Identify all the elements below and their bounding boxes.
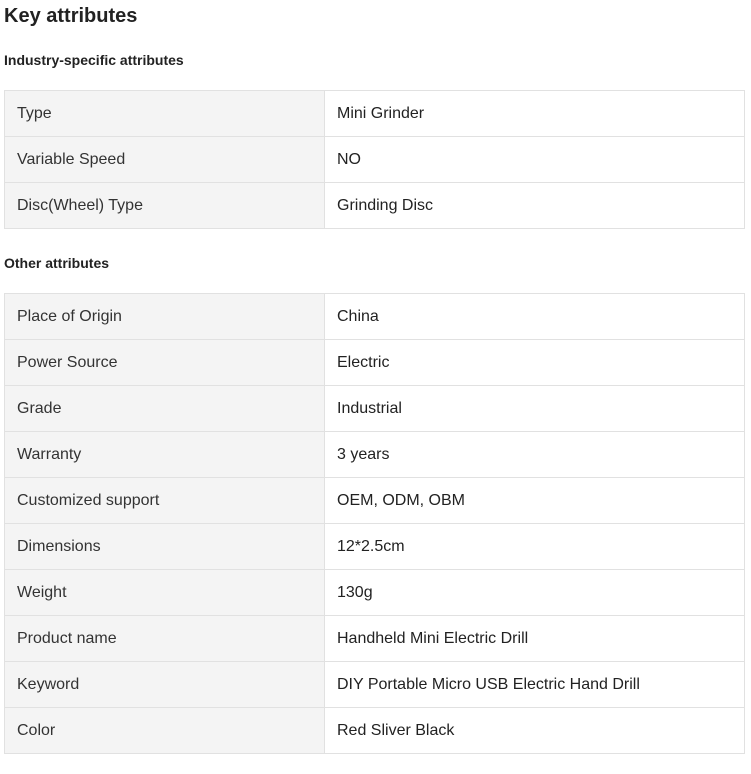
table-row bbox=[5, 524, 745, 570]
attribute-key: Warranty bbox=[5, 432, 325, 478]
table-row bbox=[5, 478, 745, 524]
attribute-value: 130g bbox=[325, 570, 745, 616]
attribute-value: 12*2.5cm bbox=[325, 524, 745, 570]
attribute-key: Keyword bbox=[5, 662, 325, 708]
table-row bbox=[5, 340, 745, 386]
attribute-value: Grinding Disc bbox=[325, 183, 745, 229]
attribute-key: Variable Speed bbox=[5, 137, 325, 183]
attribute-key: Grade bbox=[5, 386, 325, 432]
attribute-key: Customized support bbox=[5, 478, 325, 524]
attribute-key: Power Source bbox=[5, 340, 325, 386]
other-section-title: Other attributes bbox=[4, 255, 110, 271]
attribute-value: Handheld Mini Electric Drill bbox=[325, 616, 745, 662]
attribute-value: Electric bbox=[325, 340, 745, 386]
table-row bbox=[5, 137, 745, 183]
attribute-value: 3 years bbox=[325, 432, 745, 478]
table-row bbox=[5, 183, 745, 229]
attribute-value: DIY Portable Micro USB Electric Hand Drill bbox=[325, 662, 745, 708]
table-row bbox=[5, 662, 745, 708]
attribute-value: Red Sliver Black bbox=[325, 708, 745, 754]
attribute-value: OEM, ODM, OBM bbox=[325, 478, 745, 524]
attribute-key: Color bbox=[5, 708, 325, 754]
table-row bbox=[5, 432, 745, 478]
table-row bbox=[5, 294, 745, 340]
attribute-key: Place of Origin bbox=[5, 294, 325, 340]
industry-section-title: Industry-specific attributes bbox=[4, 52, 184, 68]
industry-attributes-table bbox=[4, 90, 745, 229]
attribute-key: Product name bbox=[5, 616, 325, 662]
attribute-key: Disc(Wheel) Type bbox=[5, 183, 325, 229]
attribute-value: China bbox=[325, 294, 745, 340]
table-row bbox=[5, 708, 745, 754]
attribute-value: NO bbox=[325, 137, 745, 183]
table-row bbox=[5, 386, 745, 432]
attribute-key: Dimensions bbox=[5, 524, 325, 570]
attribute-value: Industrial bbox=[325, 386, 745, 432]
table-row bbox=[5, 616, 745, 662]
attribute-value: Mini Grinder bbox=[325, 91, 745, 137]
table-row bbox=[5, 91, 745, 137]
page-title: Key attributes bbox=[4, 5, 138, 27]
table-row bbox=[5, 570, 745, 616]
other-attributes-table bbox=[4, 293, 745, 754]
attribute-key: Weight bbox=[5, 570, 325, 616]
attribute-key: Type bbox=[5, 91, 325, 137]
